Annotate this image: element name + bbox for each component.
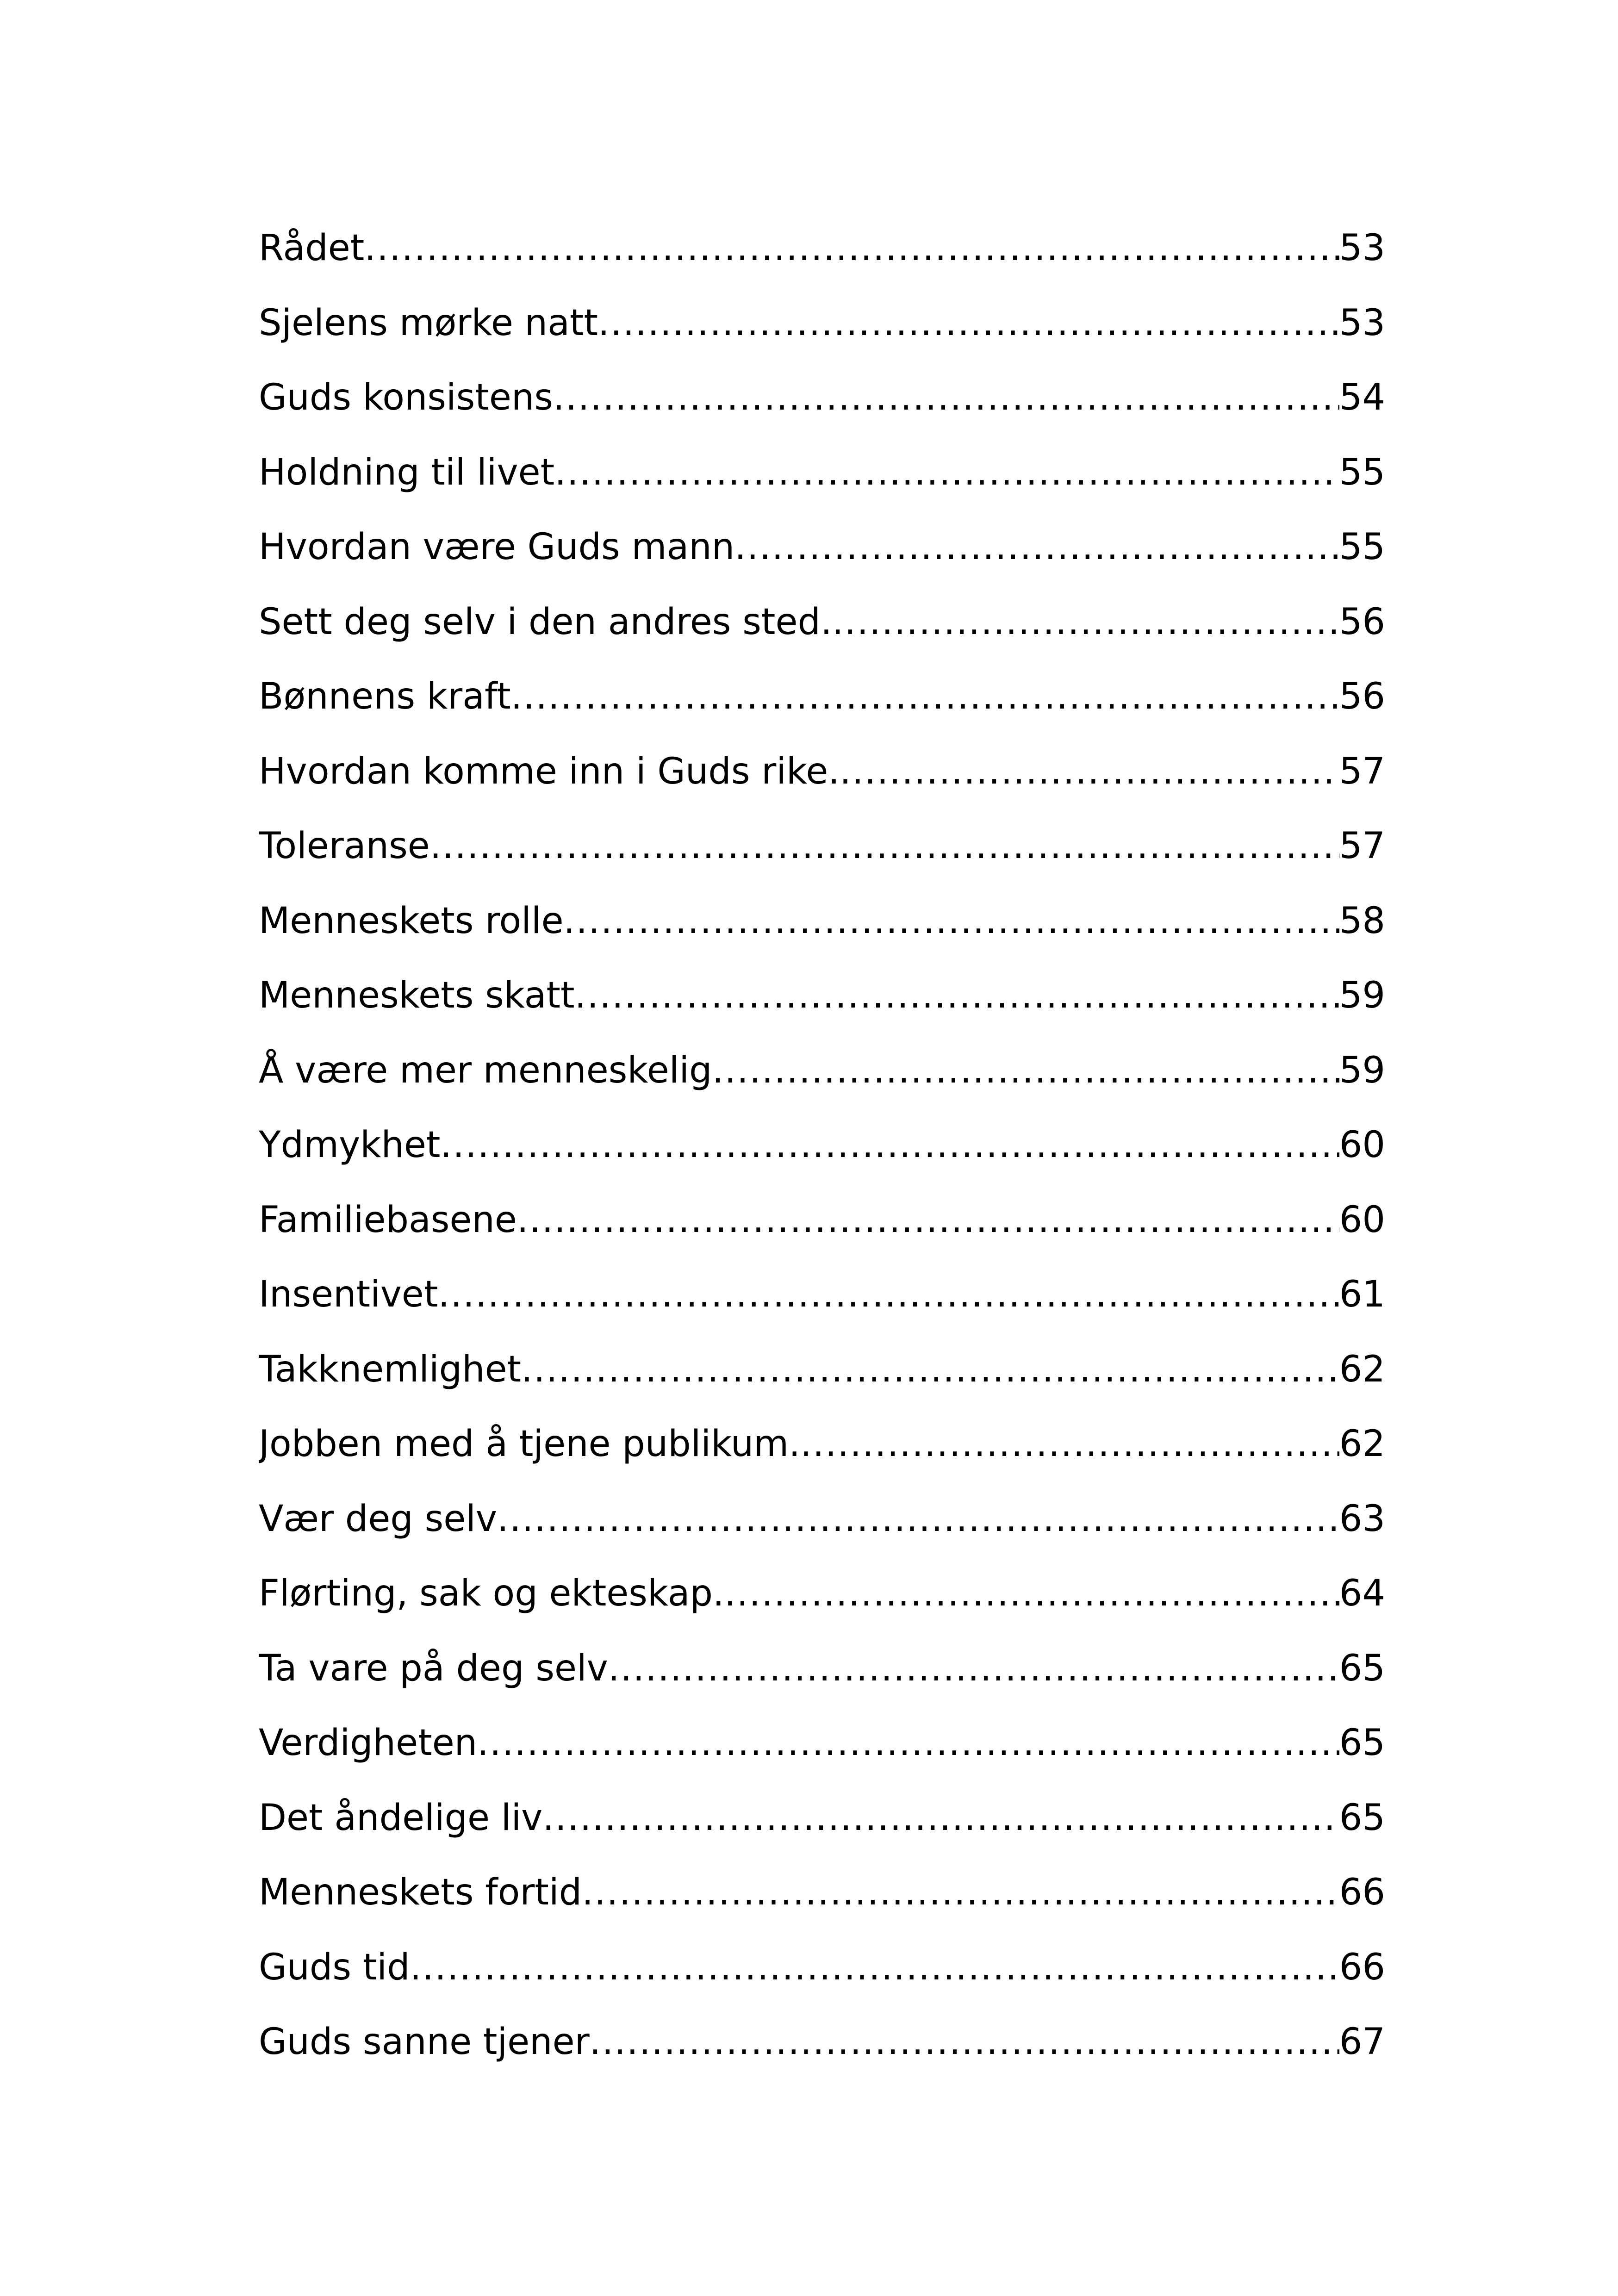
- toc-entry-title: Det åndelige liv: [259, 1797, 543, 1839]
- toc-entry-title: Menneskets fortid: [259, 1872, 582, 1913]
- dot-leader: [800, 1407, 1339, 1482]
- toc-entry[interactable]: [259, 734, 1385, 809]
- toc-entry[interactable]: [259, 510, 1385, 585]
- toc-entry-page: 66: [1339, 1872, 1385, 1913]
- toc-entry[interactable]: [259, 1482, 1385, 1557]
- toc-entry[interactable]: [259, 1183, 1385, 1258]
- toc-entry-page: 65: [1339, 1722, 1385, 1764]
- dot-leader: [598, 286, 1339, 361]
- toc-entry-page: 57: [1339, 750, 1385, 792]
- toc-entry[interactable]: [259, 660, 1385, 734]
- toc-entry-page: 66: [1339, 1946, 1385, 1988]
- toc-entry-title: Menneskets rolle: [259, 900, 564, 942]
- toc-entry[interactable]: [259, 1257, 1385, 1332]
- dot-leader: [564, 884, 1339, 959]
- dot-leader: [734, 510, 1339, 585]
- dot-leader: [438, 1257, 1339, 1332]
- toc-entry-title: Sett deg selv i den andres sted.: [259, 601, 832, 643]
- dot-leader: [724, 1556, 1339, 1631]
- toc-entry[interactable]: [259, 1108, 1385, 1183]
- toc-entry[interactable]: [259, 1781, 1385, 1856]
- toc-entry-title: Jobben med å tjene publikum.: [259, 1423, 801, 1465]
- toc-entry-title: Insentivet: [259, 1274, 438, 1315]
- dot-leader: [553, 361, 1339, 436]
- toc-entry-page: 54: [1339, 377, 1385, 418]
- toc-entry-title: Hvordan komme inn i Guds rike.: [259, 750, 840, 792]
- toc-entry-page: 61: [1339, 1274, 1385, 1315]
- toc-entry-page: 62: [1339, 1348, 1385, 1390]
- toc-entry-title: Rådet: [259, 227, 365, 269]
- toc-entry-title: Å være mer menneskelig: [259, 1049, 712, 1091]
- dot-leader: [575, 958, 1339, 1033]
- toc-entry-page: 56: [1339, 676, 1385, 717]
- toc-entry-page: 56: [1339, 601, 1385, 643]
- toc-entry-page: 65: [1339, 1647, 1385, 1689]
- toc-entry-title: Verdigheten: [259, 1722, 478, 1764]
- toc-entry-page: 53: [1339, 227, 1385, 269]
- toc-entry[interactable]: [259, 436, 1385, 510]
- table-of-contents: [259, 211, 1385, 2080]
- toc-entry[interactable]: [259, 211, 1385, 286]
- toc-entry[interactable]: [259, 585, 1385, 660]
- toc-entry[interactable]: [259, 884, 1385, 959]
- toc-entry-title: Flørting, sak og ekteskap.: [259, 1573, 724, 1614]
- toc-entry-title: Sjelens mørke natt: [259, 302, 598, 344]
- toc-entry-page: 58: [1339, 900, 1385, 942]
- toc-entry-page: 65: [1339, 1797, 1385, 1839]
- dot-leader: [582, 1855, 1339, 1930]
- toc-entry-page: 55: [1339, 526, 1385, 568]
- toc-entry-title: Ydmykhet: [259, 1124, 441, 1166]
- dot-leader: [477, 1706, 1339, 1781]
- toc-entry[interactable]: [259, 361, 1385, 436]
- toc-entry[interactable]: [259, 2005, 1385, 2080]
- toc-entry-page: 55: [1339, 451, 1385, 493]
- dot-leader: [840, 734, 1339, 809]
- toc-entry[interactable]: [259, 1332, 1385, 1407]
- toc-entry-title: Vær deg selv: [259, 1498, 498, 1540]
- toc-entry-title: Toleranse: [259, 825, 430, 867]
- toc-entry-page: 59: [1339, 1049, 1385, 1091]
- dot-leader: [410, 1930, 1339, 2005]
- dot-leader: [517, 1183, 1339, 1258]
- toc-entry-page: 67: [1339, 2021, 1385, 2063]
- dot-leader: [712, 1033, 1339, 1108]
- toc-entry-page: 62: [1339, 1423, 1385, 1465]
- dot-leader: [364, 211, 1339, 286]
- dot-leader: [511, 660, 1339, 734]
- toc-entry[interactable]: [259, 1556, 1385, 1631]
- dot-leader: [542, 1781, 1339, 1856]
- toc-entry-title: Guds konsistens: [259, 377, 553, 418]
- toc-entry[interactable]: [259, 1930, 1385, 2005]
- dot-leader: [832, 585, 1339, 660]
- toc-entry[interactable]: [259, 1855, 1385, 1930]
- dot-leader: [590, 2005, 1339, 2080]
- dot-leader: [554, 436, 1339, 510]
- dot-leader: [608, 1631, 1339, 1706]
- dot-leader: [440, 1108, 1339, 1183]
- toc-entry-page: 64: [1339, 1573, 1385, 1614]
- toc-entry-title: Guds tid: [259, 1946, 410, 1988]
- toc-entry[interactable]: [259, 958, 1385, 1033]
- toc-entry-title: Familiebasene: [259, 1199, 517, 1241]
- toc-entry-title: Hvordan være Guds mann: [259, 526, 735, 568]
- toc-entry-page: 63: [1339, 1498, 1385, 1540]
- toc-entry-title: Ta vare på deg selv: [259, 1647, 608, 1689]
- toc-entry-page: 60: [1339, 1124, 1385, 1166]
- toc-entry[interactable]: [259, 809, 1385, 884]
- toc-entry-page: 60: [1339, 1199, 1385, 1241]
- toc-entry-title: Holdning til livet: [259, 451, 555, 493]
- toc-entry[interactable]: [259, 1033, 1385, 1108]
- toc-entry-title: Menneskets skatt: [259, 975, 575, 1016]
- dot-leader: [521, 1332, 1339, 1407]
- toc-entry-title: Bønnens kraft: [259, 676, 511, 717]
- toc-entry[interactable]: [259, 1706, 1385, 1781]
- toc-entry-page: 57: [1339, 825, 1385, 867]
- dot-leader: [430, 809, 1339, 884]
- toc-entry-title: Takknemlighet: [259, 1348, 522, 1390]
- toc-entry[interactable]: [259, 1631, 1385, 1706]
- toc-entry[interactable]: [259, 1407, 1385, 1482]
- toc-entry[interactable]: [259, 286, 1385, 361]
- dot-leader: [497, 1482, 1339, 1557]
- toc-entry-page: 59: [1339, 975, 1385, 1016]
- toc-entry-title: Guds sanne tjener: [259, 2021, 590, 2063]
- toc-entry-page: 53: [1339, 302, 1385, 344]
